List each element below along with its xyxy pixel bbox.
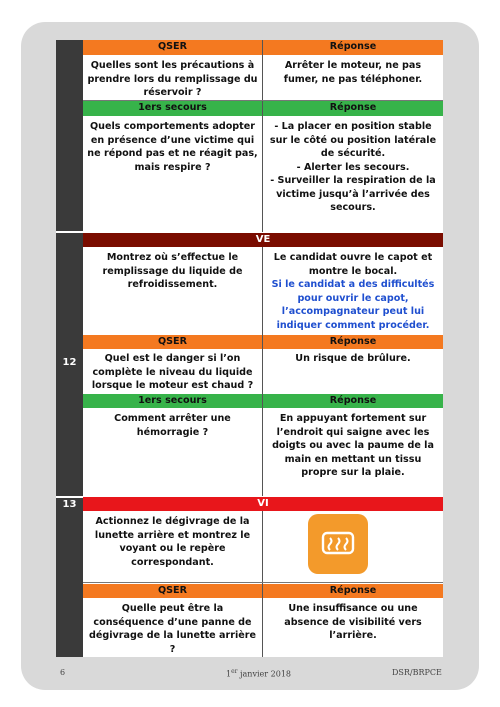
firstaid-answer-header: Réponse [263, 101, 443, 116]
row-number-12: 12 [62, 357, 77, 368]
check-answer-note: Si le candidat a des difficultés pour ouvrir le capot, l’accompagnateur peut lui indiquer comment procéder. [271, 279, 435, 331]
firstaid-answer-header: Réponse [263, 394, 443, 408]
row-number-column [56, 40, 83, 657]
firstaid-header: 1ers secours [83, 101, 262, 116]
qser-answer: Un risque de brûlure. [295, 353, 411, 364]
check-answer [263, 249, 443, 335]
row-number-13: 13 [62, 499, 77, 510]
qser-question: Quelle peut être la conséquence d’une panne de dégivrage de la lunette arrière ? [89, 603, 256, 655]
date-rest: janvier 2018 [237, 669, 291, 679]
row-divider [56, 496, 83, 498]
date-day: 1 [226, 669, 232, 679]
qser-answer: Une insuffisance ou une absence de visibilité vers l’arrière. [284, 603, 422, 641]
qser-header: QSER [83, 335, 262, 349]
firstaid-question: Comment arrêter une hémorragie ? [114, 413, 231, 438]
date-sup: er [231, 668, 238, 675]
firstaid-answer: En appuyant fortement sur l’endroit qui saigne avec les doigts ou avec la paume de la main en mettant un tissu propre sur la plaie. [272, 413, 434, 478]
page-number: 6 [60, 668, 66, 677]
check-task: Actionnez le dégivrage de la lunette arrière et montrez le voyant ou le repère correspondant. [94, 516, 251, 568]
answer-header: Réponse [263, 584, 443, 598]
firstaid-answer-line: - Surveiller la respiration de la victime jusqu’à l’arrivée des secours. [270, 175, 436, 213]
firstaid-answer-line: - La placer en position stable sur le côté ou position latérale de sécurité. [269, 121, 437, 159]
category-band-vi: VI [83, 497, 443, 511]
check-answer-main: Le candidat ouvre le capot et montre le bocal. [273, 252, 433, 277]
firstaid-question: Quels comportements adopter en présence d’une victime qui ne répond pas et ne réagit pas, mais respire ? [87, 121, 258, 173]
answer-header: Réponse [263, 335, 443, 349]
footer-date [226, 668, 291, 679]
answer-header: Réponse [263, 40, 443, 55]
firstaid-answer-line: - Alerter les secours. [296, 161, 410, 173]
rear-defrost-icon [308, 514, 368, 574]
qser-header: QSER [83, 40, 262, 55]
qser-header: QSER [83, 584, 262, 598]
row-divider [56, 231, 83, 233]
qser-question: Quelles sont les précautions à prendre lors du remplissage du réservoir ? [87, 60, 258, 98]
qser-answer: Arrêter le moteur, ne pas fumer, ne pas téléphoner. [283, 60, 423, 85]
firstaid-answer [263, 118, 443, 228]
check-task: Montrez où s’effectue le remplissage du liquide de refroidissement. [102, 252, 243, 290]
qser-question: Quel est le danger si l’on complète le niveau du liquide lorsque le moteur est chaud ? [91, 353, 254, 391]
footer-org: DSR/BRPCE [392, 668, 442, 677]
category-band-ve: VE [83, 233, 443, 247]
grid-line [83, 582, 443, 583]
firstaid-header: 1ers secours [83, 394, 262, 408]
